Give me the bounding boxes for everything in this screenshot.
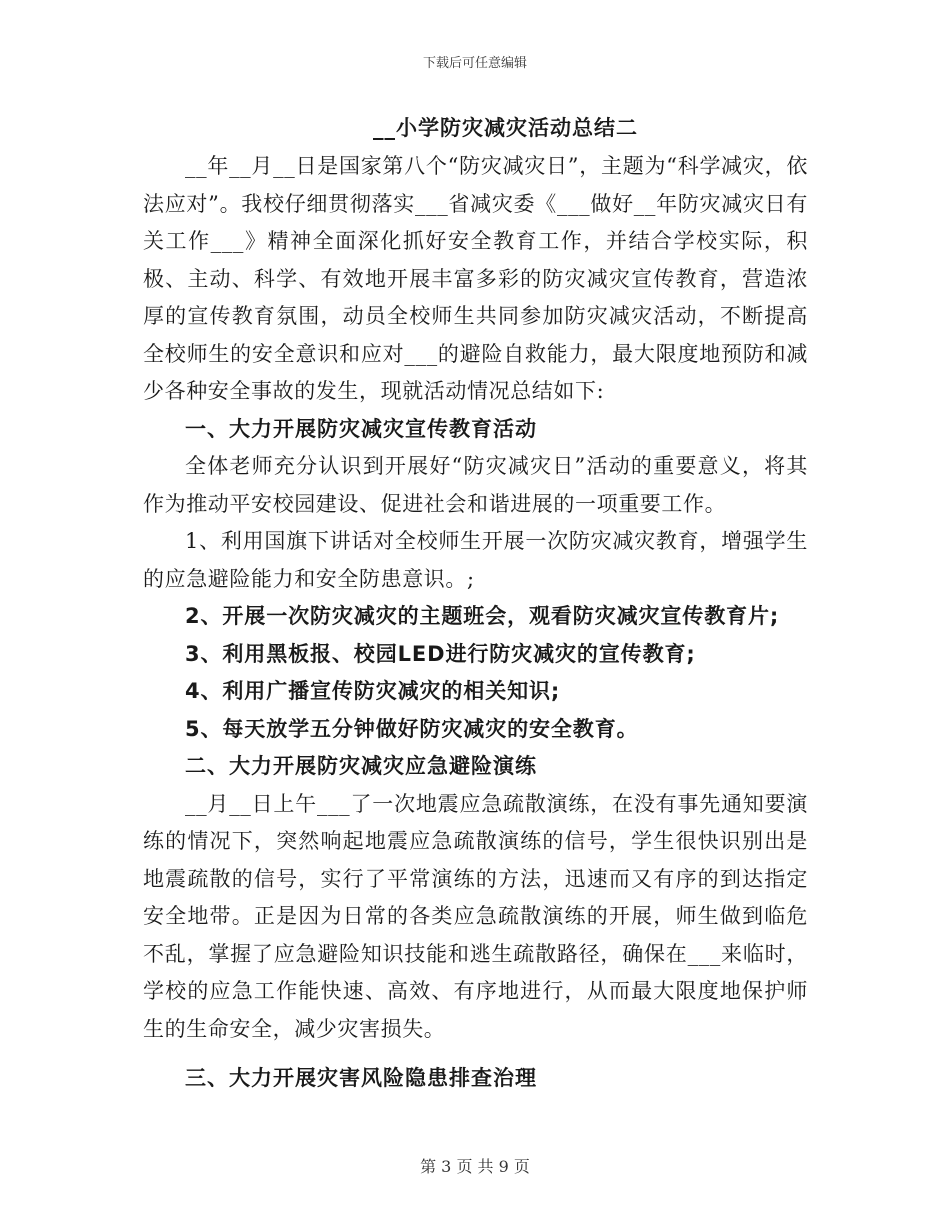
document-title: __小学防灾减灾活动总结二 <box>373 116 638 140</box>
section-heading-2: 二、大力开展防灾减灾应急避险演练 <box>185 754 537 778</box>
document-body <box>143 112 808 1098</box>
page-header-note: 下载后可任意编辑 <box>422 56 527 71</box>
list-item-2: 2、开展一次防灾减灾的主题班会，观看防灾减灾宣传教育片; <box>185 604 780 628</box>
section-2-paragraph: __月__日上午___了一次地震应急疏散演练，在没有事先通知要演练的情况下，突然响起地震应急疏散演练的信号，学生很快识别出是地震疏散的信号，实行了平常演练的方法，迅速而又有序的到达指定安全地带。正是因为日常的各类应急疏散演练的开展，师生做到临危不乱，掌握了应急避险知识技能和逃生疏散路径，确保在___来临时，学校的应急工作能快速、高效、有序地进行，从而最大限度地保护师生的生命安全，减少灾害损失。 <box>143 791 808 1041</box>
section-heading-3: 三、大力开展灾害风险隐患排查治理 <box>185 1066 537 1090</box>
intro-paragraph: __年__月__日是国家第八个“防灾减灾日”，主题为“科学减灾，依法应对”。我校仔细贯彻落实___省减灾委《___做好__年防灾减灾日有关工作___》精神全面深化抓好安全教育工作，并结合学校实际，积极、主动、科学、有效地开展丰富多彩的防灾减灾宣传教育，营造浓厚的宣传教育氛围，动员全校师生共同参加防灾减灾活动，不断提高全校师生的安全意识和应对___的避险自救能力，最大限度地预防和减少各种安全事故的发生，现就活动情况总结如下: <box>143 154 808 403</box>
page-number: 第 3 页 共 9 页 <box>420 1157 530 1176</box>
list-item-3: 3、利用黑板报、校园LED进行防灾减灾的宣传教育; <box>185 641 696 666</box>
section-1-paragraph: 全体老师充分认识到开展好“防灾减灾日”活动的重要意义，将其作为推动平安校园建设、促进社会和谐进展的一项重要工作。 <box>143 454 808 516</box>
list-item-1: 1、利用国旗下讲话对全校师生开展一次防灾减灾教育，增强学生的应急避险能力和安全防患意识。; <box>143 529 808 591</box>
list-item-5: 5、每天放学五分钟做好防灾减灾的安全教育。 <box>185 716 639 741</box>
list-item-4: 4、利用广播宣传防灾减灾的相关知识; <box>185 679 561 703</box>
section-heading-1: 一、大力开展防灾减灾宣传教育活动 <box>185 416 537 441</box>
